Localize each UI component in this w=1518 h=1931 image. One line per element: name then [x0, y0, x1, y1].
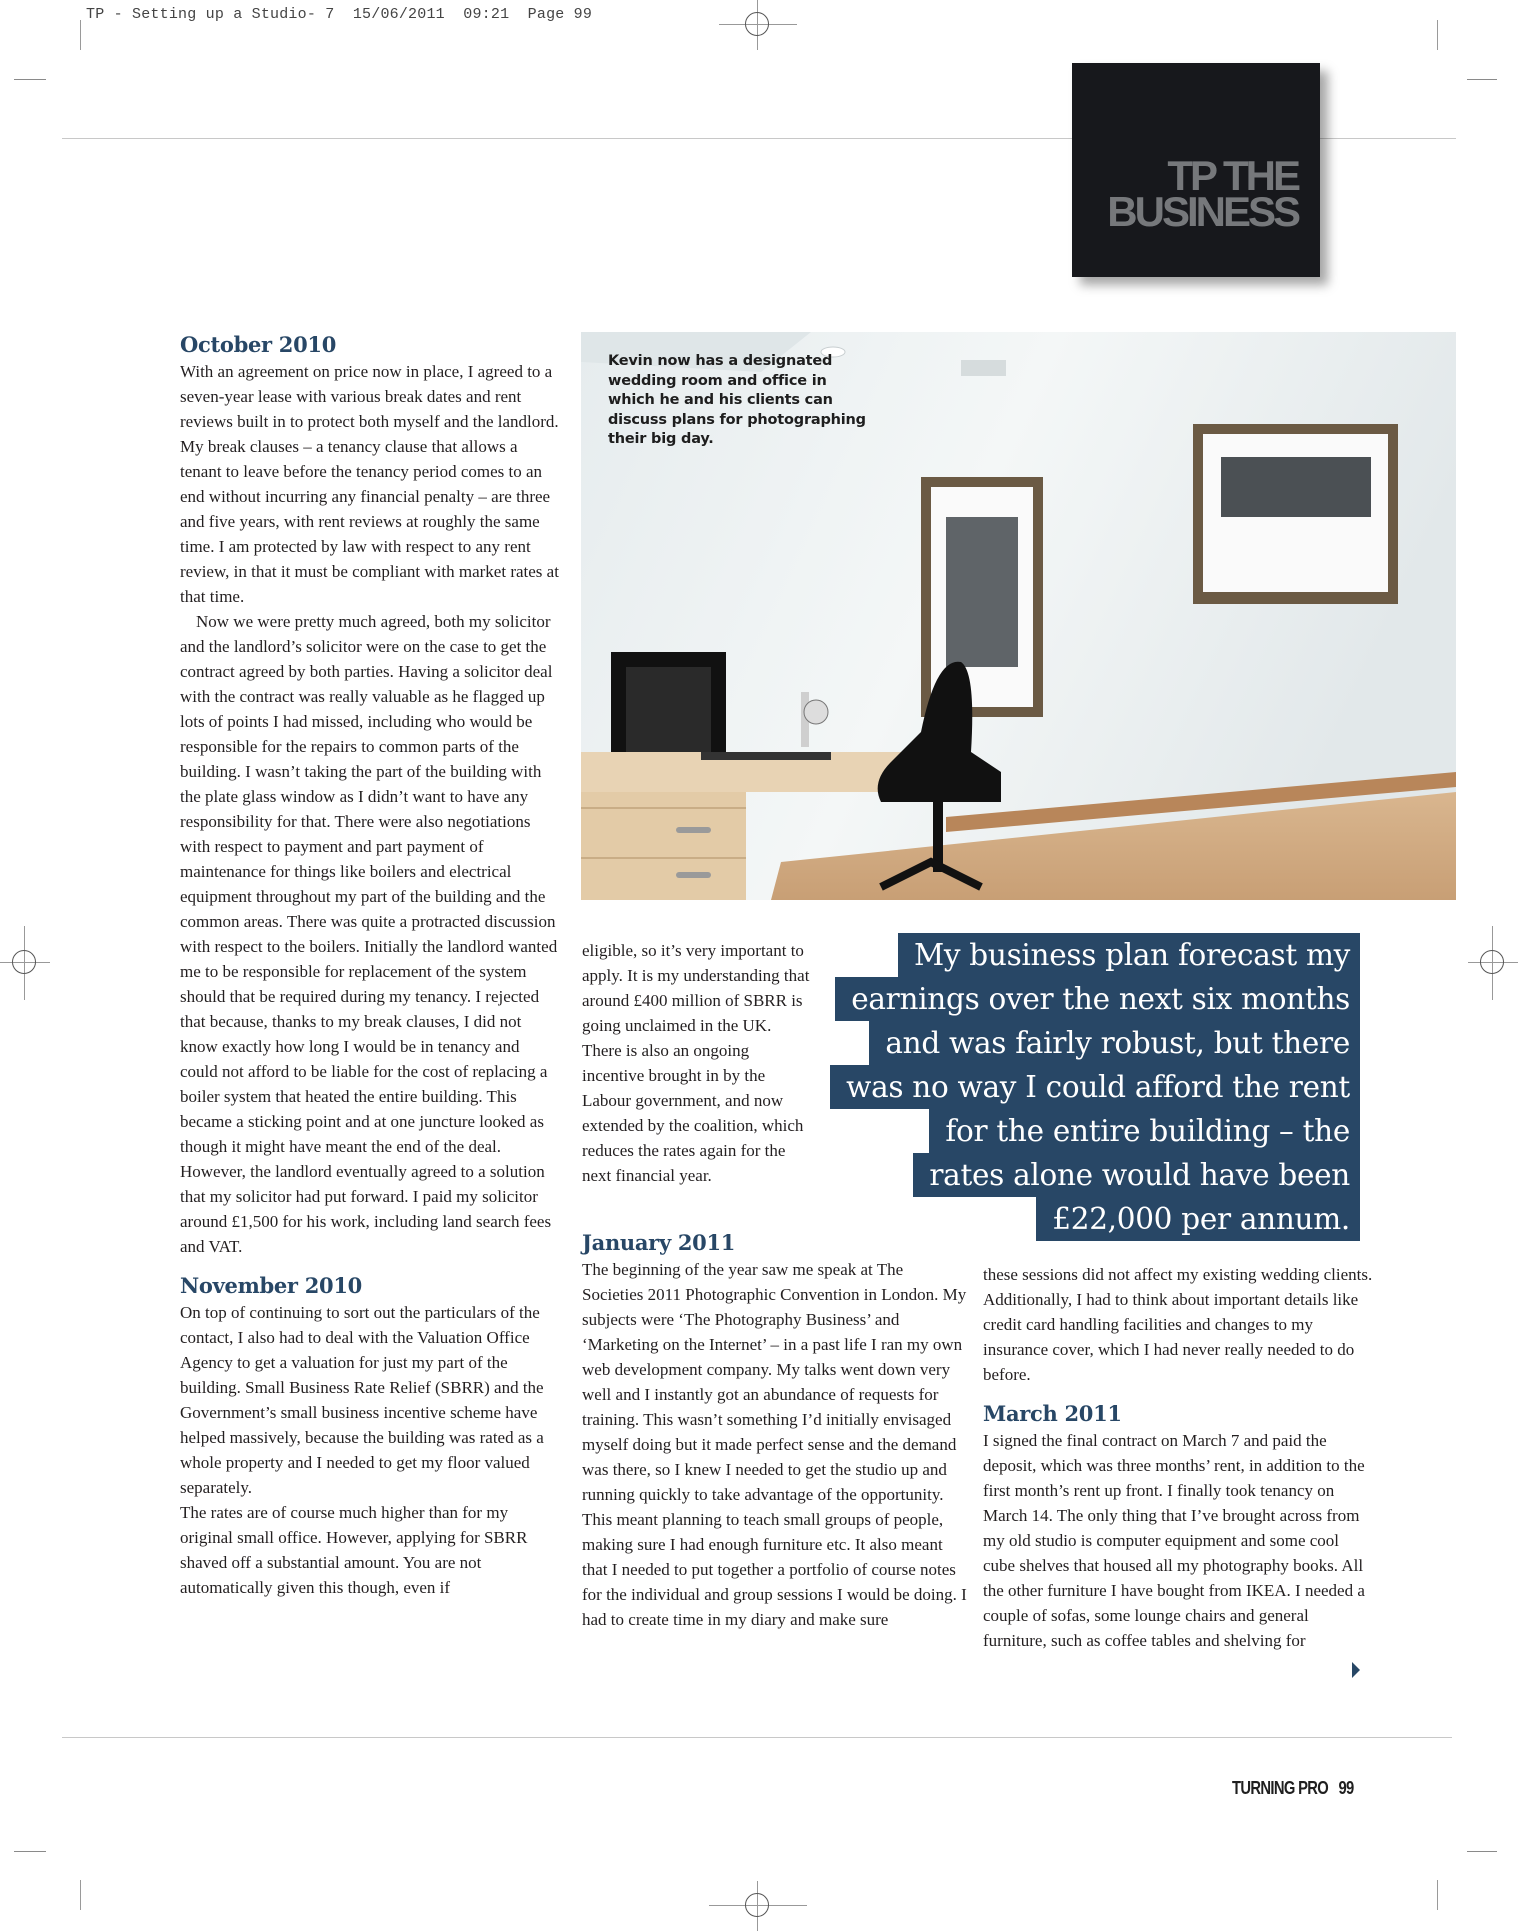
pull-quote-line: £22,000 per annum. [805, 1197, 1360, 1241]
crop-mark [1467, 79, 1497, 80]
column-3 [983, 1262, 1373, 1653]
column-2 [582, 1230, 967, 1632]
crop-mark [1467, 1851, 1497, 1852]
registration-mark-icon [1468, 938, 1518, 988]
body-paragraph: Now we were pretty much agreed, both my solicitor and the landlord’s solicitor were on the case to get the contract agreed by both parties. Having a solicitor deal with the contract was really valuable as he flagged up lots of points I had missed, including who would be responsible for the repairs to common parts of the building. I wasn’t taking the part of the building with the plate glass window as I didn’t want to have any responsibility for that. There were also negotiations with respect to payment and part payment of maintenance for things like boilers and electrical equipment throughout my part of the building and the common areas. There was quite a protracted discussion with respect to the boilers. Initially the landlord wanted me to be responsible for replacement of the system should that be required during my tenancy. I rejected that because, thanks to my break clauses, I did not know exactly how long I would be in tenancy and could not afford to be liable for the cost of replacing a boiler system that heated the entire building. This became a sticking point and at one juncture looked as though it might have meant the end of the deal. However, the landlord eventually agreed to a solution that my solicitor had put forward. I paid my solicitor around £1,500 for his work, including land search fees and VAT. [180, 612, 558, 1256]
body-paragraph: eligible, so it’s very important to apply. It is my understanding that around £400 million of SBRR is going unclaimed in the UK. There is also an ongoing incentive brought in by the Labour government, and now extended by the coalition, which reduces the rates again for the next financial year. [582, 941, 810, 1185]
body-paragraph: The beginning of the year saw me speak at The Societies 2011 Photographic Convention in London. My subjects were ‘The Photography Business’ and ‘Marketing on the Internet’ – in a past life I ran my own web development company. My talks went down very well and I instantly got an abundance of requests for training. This wasn’t something I’d initially envisaged myself doing but it made perfect sense and the demand was there, so I knew I needed to get the studio up and running quickly to take advantage of the opportunity. This meant planning to teach small groups of people, making sure I had enough furniture etc. It also meant that I needed to put together a portfolio of course notes for the individual and group sessions I would be doing. I had to create time in my diary and make sure [582, 1260, 967, 1629]
chevron-right-icon [1352, 1662, 1360, 1678]
section-heading-march: March 2011 [983, 1401, 1122, 1426]
pull-quote-line: and was fairly robust, but there [805, 1021, 1360, 1065]
photo-caption: Kevin now has a designated wedding room and office in which he and his clients can discuss plans for photographing their big day. [608, 353, 866, 447]
section-badge-line2: BUSINESS [1107, 188, 1298, 235]
publication-name: TURNING PRO [1232, 1778, 1329, 1798]
registration-mark-icon [0, 938, 50, 988]
section-badge [1072, 63, 1320, 277]
crop-mark [1437, 1880, 1438, 1910]
section-badge-line1: TP THE [1167, 152, 1298, 199]
registration-mark-icon [733, 0, 783, 50]
crop-mark [80, 20, 81, 50]
body-paragraph: On top of continuing to sort out the particulars of the contact, I also had to deal with the Valuation Office Agency to get a valuation for just my part of the building. Small Business Rate Relief (SBRR) and the Government’s small business incentive scheme have helped massively, because the building was rated as a whole property and I needed to get my floor valued separately. [180, 1303, 544, 1497]
pull-quote-line: earnings over the next six months [805, 977, 1360, 1021]
printer-slug: TP - Setting up a Studio- 7 15/06/2011 09:21 Page 99 [86, 6, 593, 23]
crop-mark [80, 1880, 81, 1910]
body-paragraph: With an agreement on price now in place, I agreed to a seven-year lease with various break dates and rent reviews built in to protect both myself and the landlord. My break clauses – a tenancy clause that allows a tenant to leave before the tenancy period comes to an end without incurring any financial penalty – are three and five years, with rent reviews at roughly the same time. I am protected by law with respect to any rent review, in that it must be compliant with market rates at that time. [180, 362, 559, 606]
body-paragraph: I signed the final contract on March 7 and paid the deposit, which was three months’ rent, in addition to the first month’s rent up front. I finally took tenancy on March 14. The only thing that I’ve brought across from my old studio is computer equipment and some cool cube shelves that housed all my photography books. All the other furniture I have bought from IKEA. I needed a couple of sofas, some lounge chairs and general furniture, such as coffee tables and shelving for [983, 1431, 1365, 1650]
page-footer [1232, 1778, 1354, 1799]
body-paragraph: these sessions did not affect my existing wedding clients. Additionally, I had to think about important details like credit card handling facilities and changes to my insurance cover, which I had never really needed to do before. [983, 1265, 1373, 1384]
column-1 [180, 332, 560, 1600]
registration-mark-icon [733, 1881, 783, 1931]
body-paragraph: The rates are of course much higher than for my original small office. However, applying for SBRR shaved off a substantial amount. You are not automatically given this though, even if [180, 1503, 528, 1597]
pull-quote-line: My business plan forecast my [805, 933, 1360, 977]
section-heading-january: January 2011 [582, 1230, 736, 1255]
office-photo [581, 332, 1456, 900]
pull-quote-line: for the entire building – the [805, 1109, 1360, 1153]
page-number: 99 [1338, 1778, 1354, 1798]
section-heading-october: October 2010 [180, 332, 337, 357]
pull-quote-line: was no way I could afford the rent [805, 1065, 1360, 1109]
pull-quote-line: rates alone would have been [805, 1153, 1360, 1197]
crop-mark [14, 1851, 46, 1852]
section-heading-november: November 2010 [180, 1273, 362, 1298]
crop-mark [1437, 20, 1438, 50]
bottom-rule [62, 1737, 1452, 1738]
crop-mark [14, 79, 46, 80]
section-badge-logo [1107, 152, 1298, 235]
pull-quote [805, 933, 1360, 1241]
